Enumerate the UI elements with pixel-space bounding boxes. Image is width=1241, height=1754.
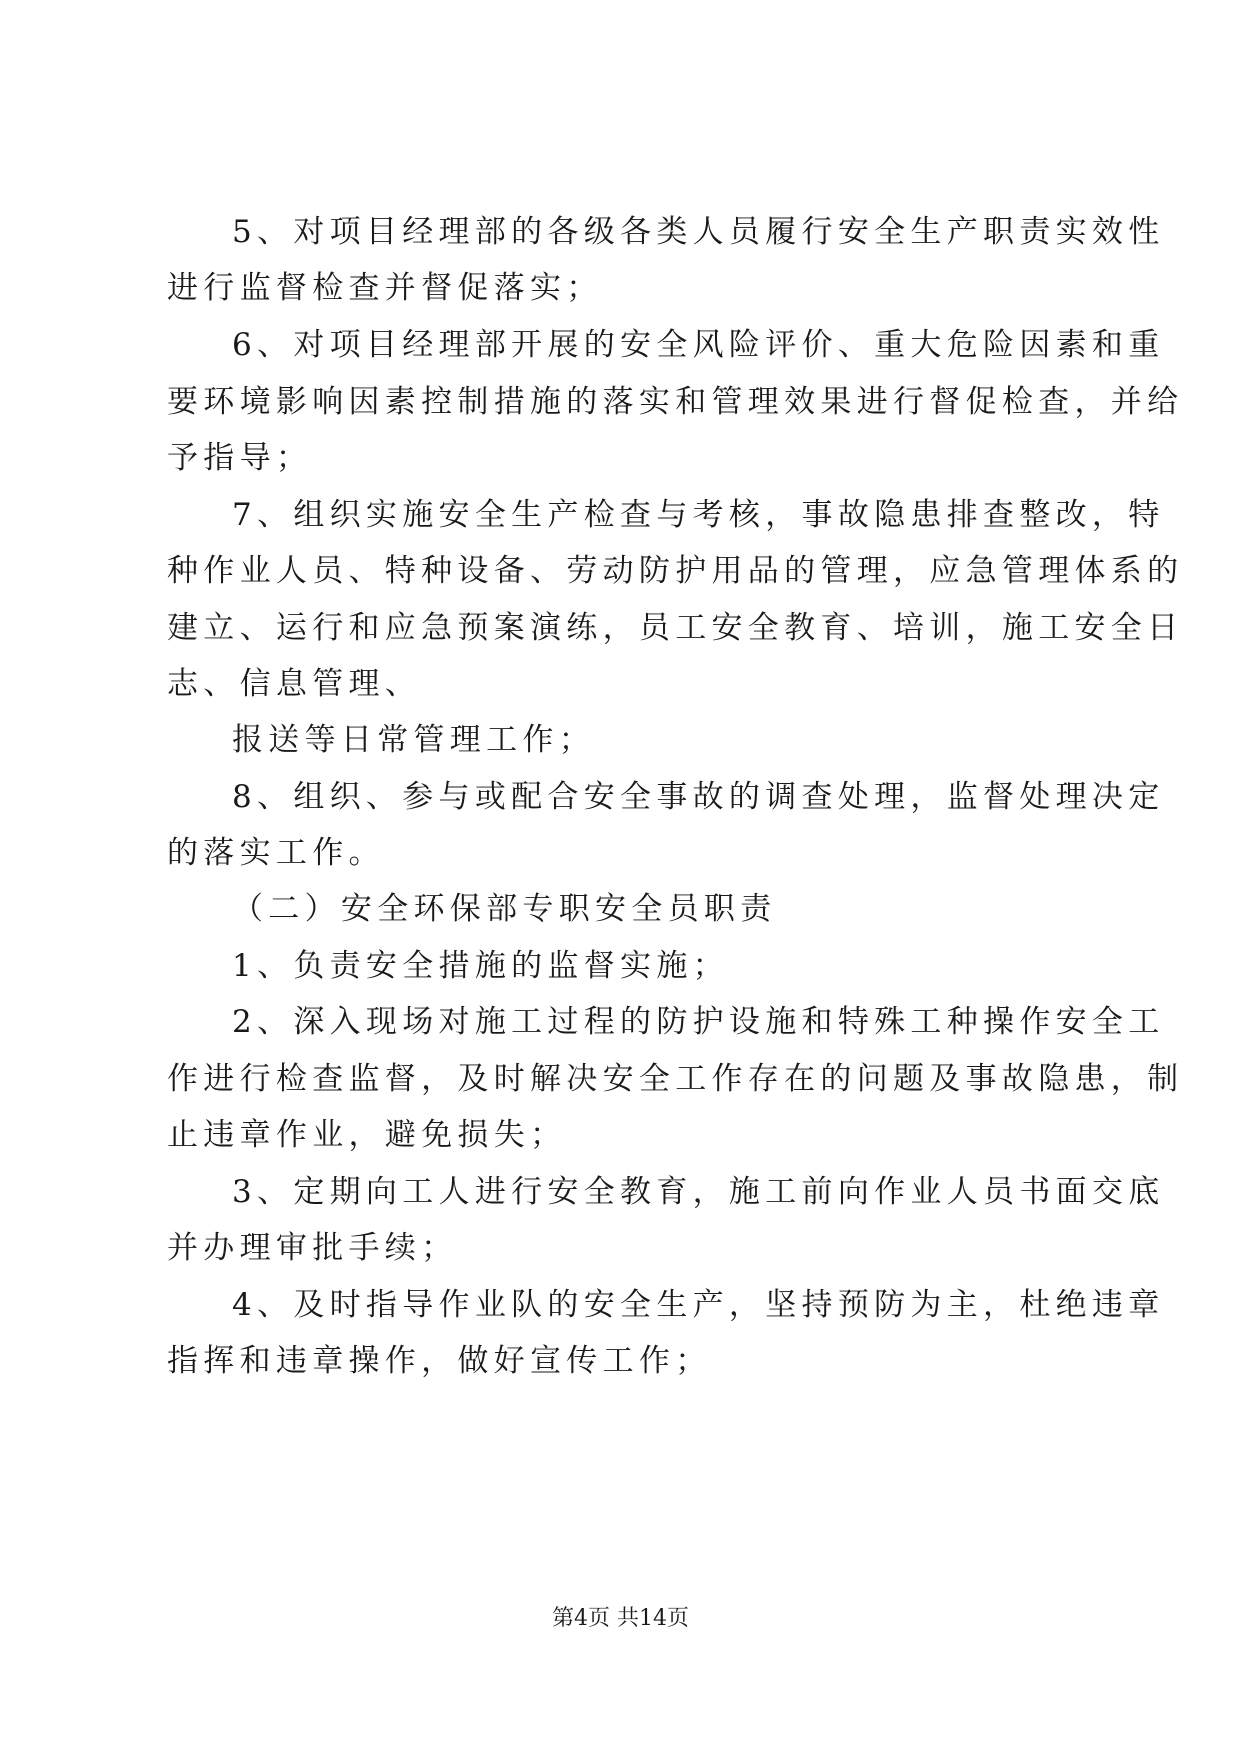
text-line: 6、对项目经理部开展的安全风险评价、重大危险因素和重 (232, 327, 1165, 363)
text-line: 2、深入现场对施工过程的防护设施和特殊工种操作安全工 (232, 1004, 1165, 1040)
text-line: 1、负责安全措施的监督实施； (232, 948, 729, 984)
text-line: 3、定期向工人进行安全教育，施工前向作业人员书面交底 (232, 1174, 1165, 1210)
text-line: 4、及时指导作业队的安全生产，坚持预防为主，杜绝违章 (232, 1287, 1165, 1323)
text-line: 止违章作业，避免损失； (167, 1117, 567, 1153)
text-line: 5、对项目经理部的各级各类人员履行安全生产职责实效性 (232, 214, 1165, 250)
text-line: 8、组织、参与或配合安全事故的调查处理，监督处理决定 (232, 779, 1165, 815)
text-line: 报送等日常管理工作； (232, 722, 595, 758)
text-line: 的落实工作。 (167, 835, 385, 871)
text-line: （二）安全环保部专职安全员职责 (232, 891, 777, 927)
text-line: 进行监督检查并督促落实； (167, 270, 603, 306)
page-footer: 第4页 共14页 (552, 1606, 689, 1631)
text-line: 7、组织实施安全生产检查与考核，事故隐患排查整改，特 (232, 497, 1165, 533)
text-line: 并办理审批手续； (167, 1230, 458, 1266)
text-line: 予指导； (167, 440, 313, 476)
text-line: 指挥和违章操作，做好宣传工作； (167, 1343, 712, 1379)
text-line: 志、信息管理、 (167, 666, 422, 702)
text-line: 建立、运行和应急预案演练，员工安全教育、培训，施工安全日 (167, 610, 1184, 646)
text-line: 作进行检查监督，及时解决安全工作存在的问题及事故隐患，制 (167, 1061, 1184, 1097)
text-line: 要环境影响因素控制措施的落实和管理效果进行督促检查，并给 (167, 384, 1184, 420)
text-line: 种作业人员、特种设备、劳动防护用品的管理，应急管理体系的 (167, 553, 1184, 589)
